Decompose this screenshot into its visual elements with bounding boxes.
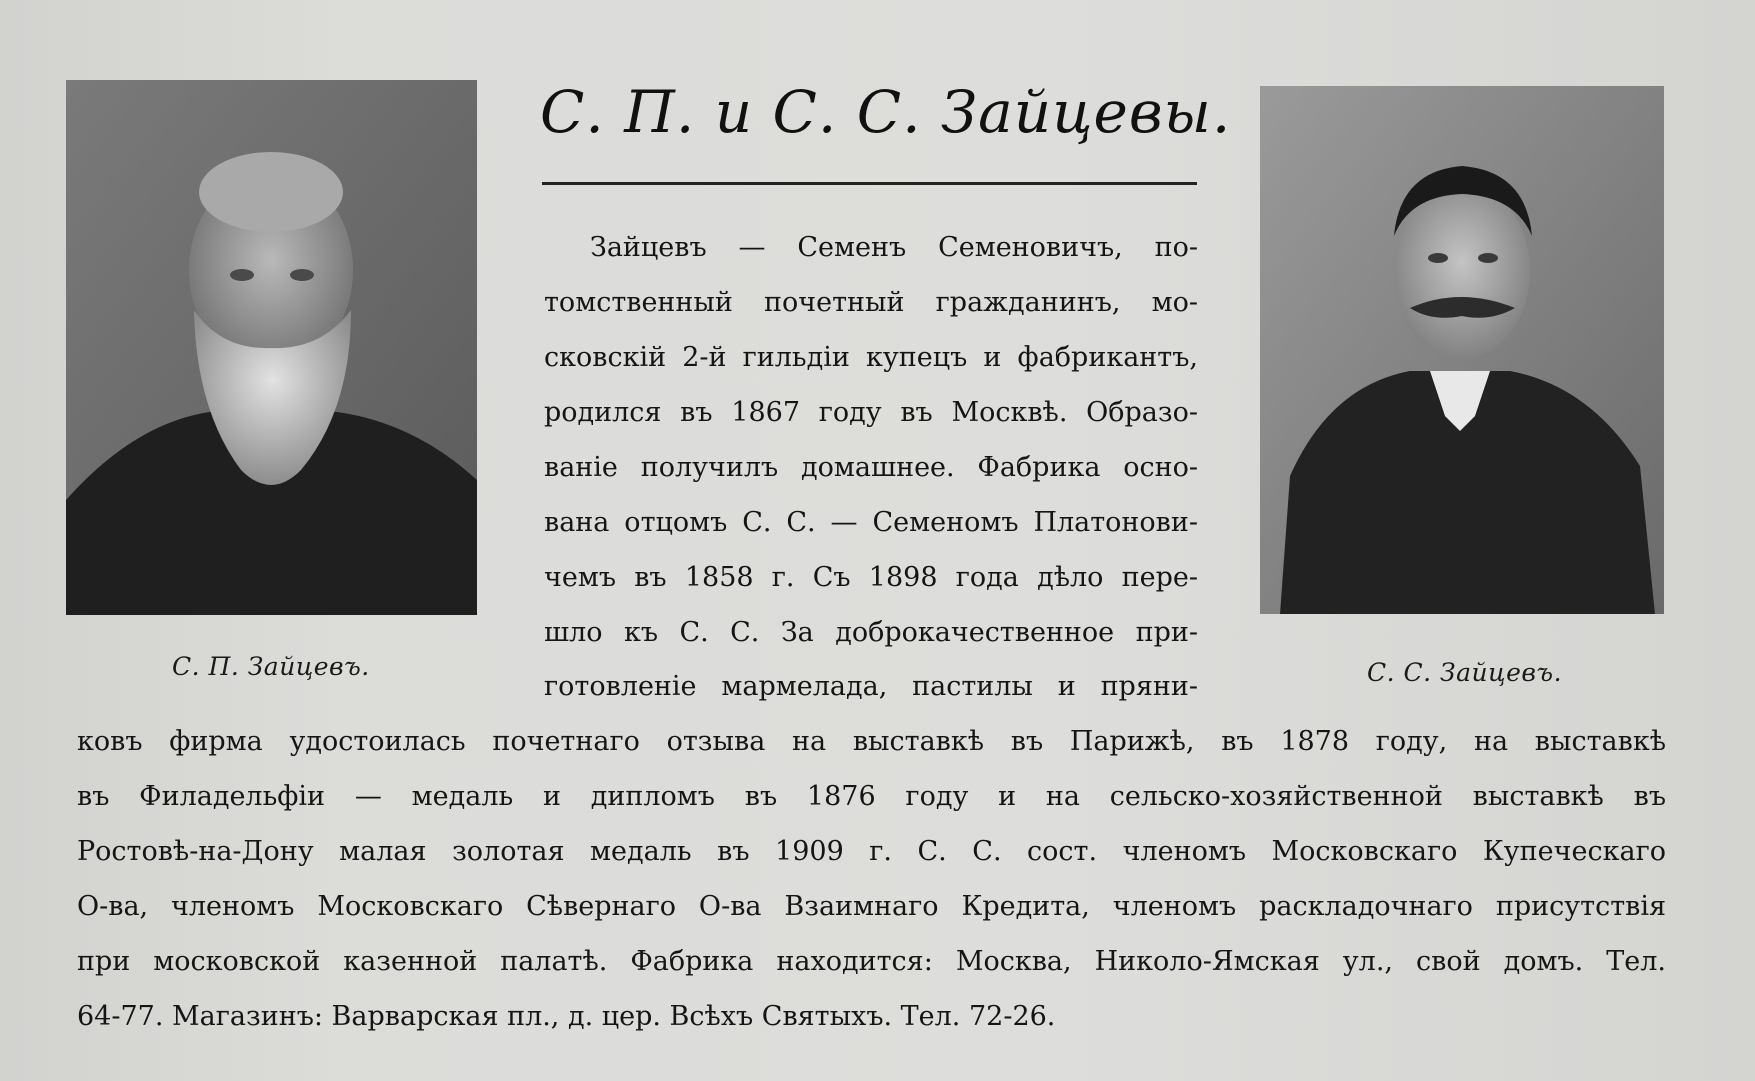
paragraph-line: шло къ С. С. За доброкачественное при- — [544, 617, 1198, 648]
paragraph-line: готовленіе мармелада, пастилы и пряни- — [544, 671, 1198, 702]
paragraph-line: О-ва, членомъ Московскаго Сѣвернаго О-ва Взаимнаго Кредита, членомъ раскладочнаго присутствія — [77, 891, 1666, 922]
paragraph-line: при московской казенной палатѣ. Фабрика находится: Москва, Николо-Ямская ул., свой домъ. Тел. — [77, 946, 1666, 977]
paragraph-line: ваніе получилъ домашнее. Фабрика осно- — [544, 452, 1198, 483]
paragraph-line: томственный почетный гражданинъ, мо- — [544, 287, 1198, 318]
portrait-caption-left: С. П. Зайцевъ. — [172, 652, 370, 681]
portrait-caption-right: С. С. Зайцевъ. — [1367, 658, 1563, 687]
paragraph-line: чемъ въ 1858 г. Съ 1898 года дѣло пере- — [544, 562, 1198, 593]
paragraph-line: въ Филадельфіи — медаль и дипломъ въ 1876 году и на сельско-хозяйственной выставкѣ въ — [77, 781, 1666, 812]
page-title: С. П. и С. С. Зайцевы. — [540, 78, 1232, 146]
portrait-photo-sp-zaitsev — [66, 80, 477, 615]
paragraph-line: Ростовѣ-на-Дону малая золотая медаль въ 1909 г. С. С. сост. членомъ Московскаго Купеческаго — [77, 836, 1666, 867]
paragraph-line: сковскій 2-й гильдіи купецъ и фабрикантъ, — [544, 342, 1198, 373]
portrait-sp-zaitsev-image — [66, 80, 477, 615]
paragraph-line: вана отцомъ С. С. — Семеномъ Платонови- — [544, 507, 1198, 538]
paragraph-line: ковъ фирма удостоилась почетнаго отзыва на выставкѣ въ Парижѣ, въ 1878 году, на выставкѣ — [77, 726, 1666, 757]
portrait-ss-zaitsev-image — [1260, 86, 1664, 614]
paragraph-line: 64-77. Магазинъ: Варварская пл., д. цер. Всѣхъ Святыхъ. Тел. 72-26. — [77, 1001, 1056, 1032]
title-divider — [542, 182, 1197, 185]
portrait-photo-ss-zaitsev — [1260, 86, 1664, 614]
paragraph-line: родился въ 1867 году въ Москвѣ. Образо- — [544, 397, 1198, 428]
paragraph-line: Зайцевъ — Семенъ Семеновичъ, по- — [590, 232, 1198, 263]
